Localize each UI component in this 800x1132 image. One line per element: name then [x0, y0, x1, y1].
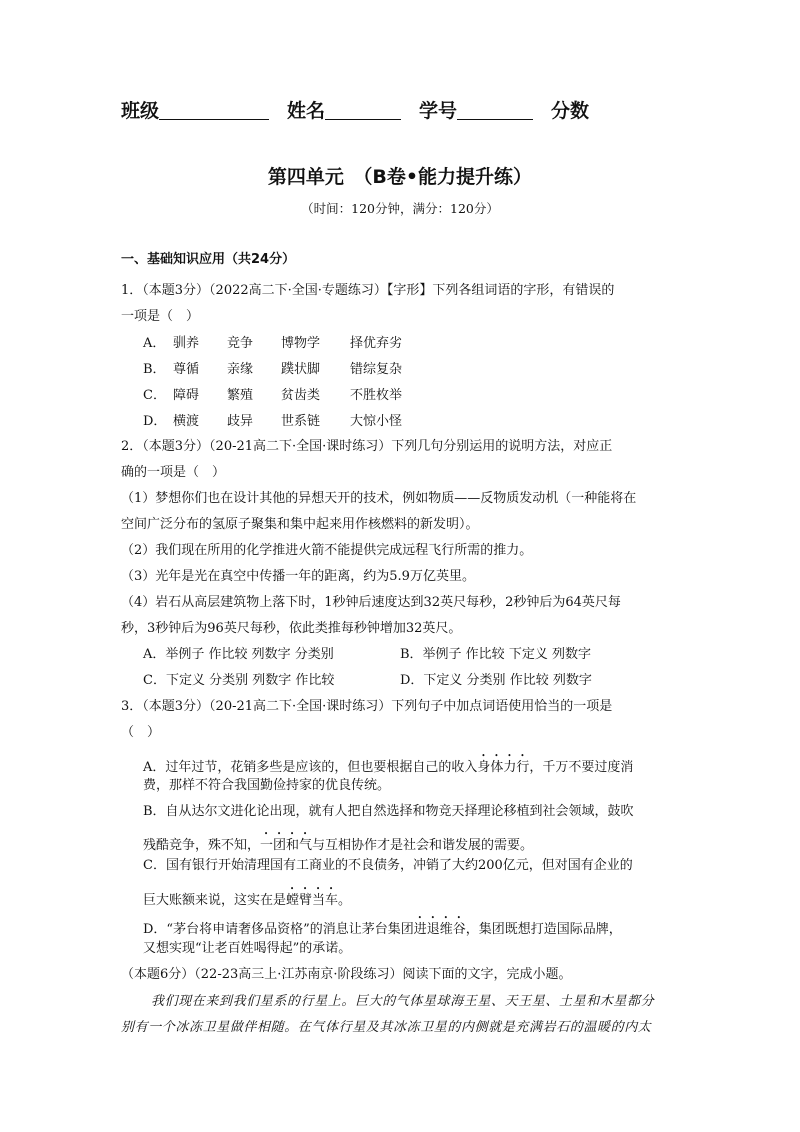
q3-stem-line2: （ ） — [121, 725, 161, 740]
q1-option-d[interactable]: D． 横渡 歧异 世系链 大惊小怪 — [143, 414, 403, 429]
name-blank[interactable] — [325, 100, 401, 120]
q3-option-b[interactable]: B．自从达尔文进化论出现，就有人把自然选择和物竞天择理论移植到社会领域，鼓吹 — [143, 804, 634, 819]
q3-dotted-word-d: 进退维谷 — [413, 922, 466, 937]
q2-sentence-3: （3）光年是光在真空中传播一年的距离，约为5.9万亿英里。 — [121, 569, 475, 584]
q2-sentence-2: （2）我们现在所用的化学推进火箭不能提供完成远程飞行所需的推力。 — [121, 543, 533, 558]
id-blank[interactable] — [457, 100, 533, 120]
q1-option-c[interactable]: C． 障碍 繁殖 贫齿类 不胜枚举 — [143, 388, 403, 403]
q2-option-a[interactable]: A．举例子 作比较 列数字 分类别 — [143, 647, 334, 662]
score-label: 分数 — [551, 100, 590, 122]
class-label: 班级 — [121, 100, 160, 122]
q2-option-c[interactable]: C．下定义 分类别 列数字 作比较 — [143, 673, 335, 688]
q3-dotted-word-b: 一团和气 — [260, 838, 313, 853]
q1-option-a[interactable]: A． 驯养 竞争 博物学 择优弃劣 — [143, 336, 403, 351]
q3-option-a[interactable]: A．过年过节，花销多些是应该的，但也要根据自己的收入身体力行，千万不要过度消 — [143, 760, 634, 775]
q3-option-a-cont: 费，那样不符合我国勤俭持家的优良传统。 — [143, 778, 391, 793]
student-info-header — [121, 96, 589, 123]
class-blank[interactable] — [159, 100, 269, 120]
q2-sentence-1b: 空间广泛分布的氢原子聚集和集中起来用作核燃料的新发明）。 — [121, 517, 479, 532]
q2-stem-line1: 2．（本题3分）（20-21高二下·全国·课时练习）下列几句分别运用的说明方法，对应正 — [121, 439, 613, 454]
q2-sentence-4b: 秒，3秒钟后为96英尺每秒，依此类推每秒钟增加32英尺。 — [121, 621, 462, 636]
id-label: 学号 — [419, 100, 458, 122]
section-heading: 一、基础知识应用（共24分） — [121, 252, 296, 267]
q2-stem-line2: 确的一项是（ ） — [121, 465, 226, 480]
q3-option-c[interactable]: C．国有银行开始清理国有工商业的不良债务，冲销了大约200亿元，但对国有企业的 — [143, 858, 633, 873]
q1-option-b[interactable]: B． 尊循 亲缘 蹼状脚 错综复杂 — [143, 362, 403, 377]
q2-sentence-4a: （4）岩石从高层建筑物上落下时，1秒钟后速度达到32英尺每秒，2秒钟后为64英尺每 — [121, 595, 621, 610]
q4-passage-line1: 我们现在来到我们星系的行星上。巨大的气体星球海王星、天王星、土星和木星都分 — [151, 994, 655, 1009]
q3-stem-line1: 3．（本题3分）（20-21高二下·全国·课时练习）下列句子中加点词语使用恰当的一项是 — [121, 699, 613, 714]
q3-dotted-word-c: 螳臂当车 — [286, 893, 339, 908]
q2-sentence-1a: （1）梦想你们也在设计其他的异想天开的技术，例如物质——反物质发动机（一种能将在 — [121, 491, 637, 506]
q3-option-d[interactable]: D．“茅台将申请奢侈品资格”的消息让茅台集团进退维谷，集团既想打造国际品牌， — [143, 922, 622, 937]
unit-title: 第四单元 （B卷•能力提升练） — [267, 166, 533, 188]
q2-option-d[interactable]: D．下定义 分类别 作比较 列数字 — [400, 673, 592, 688]
q4-intro: （本题6分）（22-23高三上·江苏南京·阶段练习）阅读下面的文字，完成小题。 — [121, 967, 572, 982]
q2-option-b[interactable]: B．举例子 作比较 下定义 列数字 — [400, 647, 591, 662]
q1-stem-line1: 1．（本题3分）（2022高二下·全国·专题练习）【字形】下列各组词语的字形，有错误的 — [121, 283, 615, 298]
q3-dotted-word-a: 身体力行 — [477, 760, 530, 775]
q3-option-b-cont: 残酷竞争，殊不知，一团和气与互相协作才是社会和谐发展的需要。 — [143, 838, 534, 853]
name-label: 姓名 — [287, 100, 326, 122]
q1-stem-line2: 一项是（ ） — [121, 309, 200, 324]
time-score-subtitle: （时间：120分钟，满分：120分） — [301, 201, 499, 216]
q3-option-d-cont: 又想实现“让老百姓喝得起”的承诺。 — [143, 941, 352, 956]
q4-passage-line2: 别有一个冰冻卫星做伴相随。在气体行星及其冰冻卫星的内侧就是充满岩石的温暖的内太 — [121, 1020, 652, 1035]
q3-option-c-cont: 巨大账额来说，这实在是螳臂当车。 — [143, 893, 352, 908]
